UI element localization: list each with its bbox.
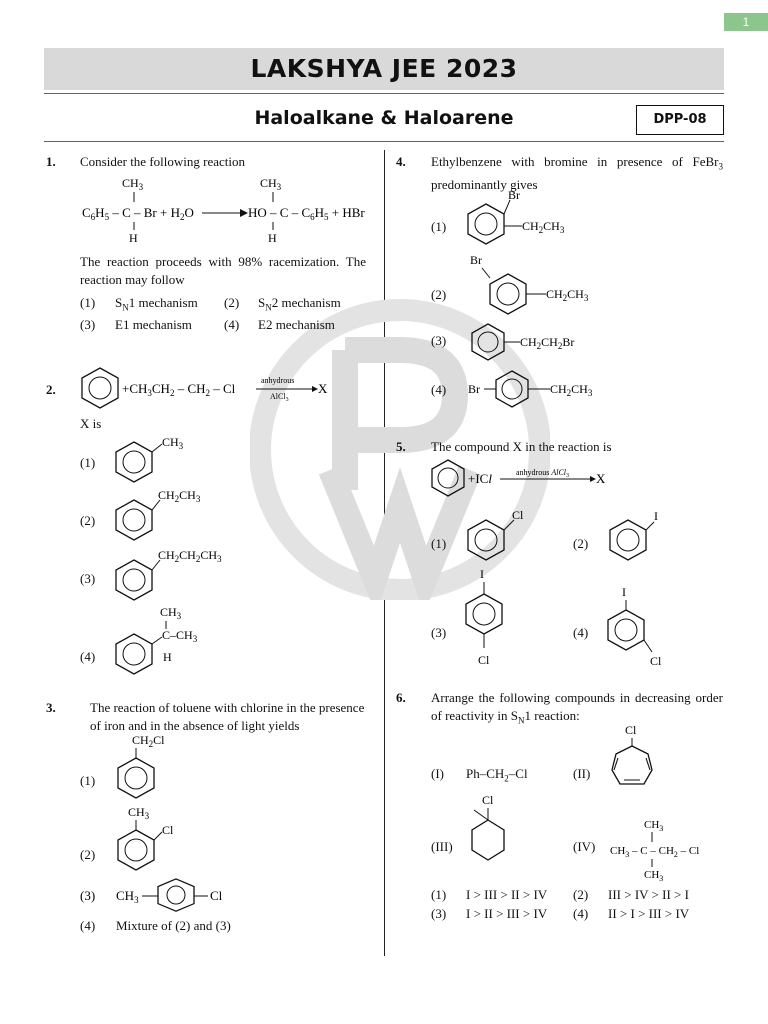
q5-option-3-structure — [464, 564, 524, 670]
svg-text:CH2CH3: $CH_2CH_3$ — [546, 287, 589, 303]
q2-option-1-structure — [112, 432, 212, 484]
q5-option-1-number: (1) — [431, 536, 447, 551]
header-divider — [44, 93, 724, 94]
svg-text:X: X — [318, 381, 328, 396]
q1-reaction-equation — [80, 172, 380, 244]
q6-compound-4-structure — [608, 814, 728, 882]
q1-stem: Consider the following reaction — [80, 154, 245, 169]
q6-stem: Arrange the following compounds in decreasing order of reactivity in $S_N1$ reaction: — [431, 690, 723, 726]
q2-option-2-structure — [112, 484, 232, 542]
dpp-badge: DPP-08 — [636, 105, 724, 135]
q5-option-4-number: (4) — [573, 625, 589, 640]
q1-option-3-text: E1 mechanism — [115, 317, 192, 332]
svg-text:Br: Br — [470, 253, 482, 267]
q3-option-4-text: Mixture of (2) and (3) — [116, 918, 231, 933]
q4-option-4-structure — [466, 369, 646, 411]
q1-option-3-number: (3) — [80, 317, 96, 332]
q2-stem: X is — [80, 416, 102, 431]
q6-option-3-text: I > II > III > IV — [466, 906, 548, 921]
q1-option-4-text: E2 mechanism — [258, 317, 335, 332]
svg-text:CH2CH3: $CH_2CH_3$ — [522, 219, 565, 235]
q2-option-4-structure — [112, 602, 232, 676]
q1-option-1-text: $S_N1$ mechanism — [115, 295, 198, 313]
svg-text:CH3: $CH_3$ — [162, 435, 184, 451]
q4-option-1-number: (1) — [431, 219, 447, 234]
q6-compound-3-structure — [460, 790, 540, 866]
svg-text:C–CH3: $C-CH_3$ — [162, 628, 198, 644]
q6-option-4-number: (4) — [573, 906, 589, 921]
svg-text:X: X — [596, 471, 606, 486]
q2-option-3-structure — [112, 544, 252, 602]
q1-note: The reaction proceeds with 98% racemization. The reaction may follow — [80, 254, 366, 287]
q6-compound-2-structure — [604, 720, 664, 792]
q4-option-3-number: (3) — [431, 333, 447, 348]
svg-text:CH2CH3: $CH_2CH_3$ — [158, 488, 201, 504]
q6-option-1-text: I > III > II > IV — [466, 887, 548, 902]
svg-text:+ICl: +ICl — [468, 471, 492, 486]
subject-divider — [44, 141, 724, 142]
q4-option-4-number: (4) — [431, 382, 447, 397]
q6-option-2-text: III > IV > II > I — [608, 887, 689, 902]
q2-option-3-number: (3) — [80, 571, 96, 586]
q6-number: 6. — [396, 690, 406, 705]
q4-stem: Ethylbenzene with bromine in presence of FeBr$_3$ predominantly gives — [431, 154, 723, 192]
q3-stem: The reaction of toluene with chlorine in the presence of iron and in the absence of light yields — [90, 700, 365, 733]
q5-stem: The compound X in the reaction is — [431, 439, 612, 454]
q4-option-1-structure — [464, 186, 604, 246]
svg-text:Br: Br — [508, 188, 520, 202]
q6-compound-3-label: Cl — [482, 793, 494, 807]
svg-text:HO – C – C6H5 + HBr: HO – C – $C_6H_5$ + HBr — [248, 205, 365, 222]
q2-reaction-equation — [78, 366, 378, 410]
svg-text:CH3: $CH_3$ — [160, 605, 182, 621]
q6-option-2-number: (2) — [573, 887, 589, 902]
svg-text:CH2CH2CH3: $CH_2CH_2CH_3$ — [158, 548, 222, 564]
q5-option-3-number: (3) — [431, 625, 447, 640]
q3-number: 3. — [46, 700, 56, 715]
svg-text:CH3 – C – CH2 – Cl: $CH_3$ – C – $CH_2$ – Cl — [610, 845, 700, 859]
q1-option-2-number: (2) — [224, 295, 240, 310]
svg-text:CH3: $CH_3$ — [116, 888, 139, 905]
q6-option-3-number: (3) — [431, 906, 447, 921]
page-number: 1 — [724, 13, 768, 31]
svg-text:Cl: Cl — [210, 888, 223, 903]
subject-title: Haloalkane & Haloarene — [254, 107, 514, 129]
q6-compound-2-number: (II) — [573, 766, 591, 781]
q3-option-1-number: (1) — [80, 773, 96, 788]
svg-text:AlCl3: AlCl$_3$ — [270, 392, 289, 403]
q6-option-4-text: II > I > III > IV — [608, 906, 690, 921]
svg-text:Cl: Cl — [512, 508, 524, 522]
svg-text:CH3: $CH_3$ — [122, 176, 144, 192]
q1-option-2-text: $S_N2$ mechanism — [258, 295, 341, 313]
page-title: LAKSHYA JEE 2023 — [44, 48, 724, 90]
q6-compound-4-number: (IV) — [573, 839, 596, 854]
svg-text:I: I — [622, 585, 626, 599]
svg-text:anhydrous: anhydrous — [261, 376, 295, 385]
svg-text:C6H5 – C – Br + H2O: $C_6H_5 - C - Br + H_2O$ — [82, 205, 194, 222]
svg-text:I: I — [480, 567, 484, 581]
q6-compound-1-number: (I) — [431, 766, 444, 781]
svg-text:CH3: $CH_3$ — [644, 819, 664, 833]
svg-text:+CH3CH2 – CH2 – Cl: $+CH_3CH_2 - CH_2 - Cl$ — [122, 381, 236, 398]
q5-reaction-equation — [428, 458, 628, 500]
q6-compound-2-label: Cl — [625, 723, 637, 737]
svg-text:Cl: Cl — [478, 653, 490, 667]
svg-text:H: H — [129, 231, 138, 244]
svg-text:CH3: $CH_3$ — [644, 869, 664, 882]
svg-text:Cl: Cl — [162, 823, 174, 837]
svg-text:I: I — [654, 509, 658, 523]
q3-option-1-structure — [112, 730, 212, 802]
svg-text:CH2Cl: $CH_2Cl$ — [132, 733, 165, 749]
q1-number: 1. — [46, 154, 56, 169]
q2-number: 2. — [46, 382, 56, 397]
svg-text:(3): (3) — [80, 888, 96, 903]
svg-text:CH2CH2Br: $CH_2CH_2Br$ — [520, 335, 575, 351]
svg-text:H: H — [163, 650, 172, 664]
q1-option-4-number: (4) — [224, 317, 240, 332]
svg-text:CH3: $CH_3$ — [128, 805, 150, 821]
svg-text:anhydrous AlCl3: anhydrous AlCl$_3$ — [516, 468, 569, 479]
q4-option-2-number: (2) — [431, 287, 447, 302]
q5-number: 5. — [396, 439, 406, 454]
q3-option-2-number: (2) — [80, 847, 96, 862]
svg-text:H: H — [268, 231, 277, 244]
svg-text:Br: Br — [468, 382, 480, 396]
q5-option-4-structure — [604, 582, 684, 670]
svg-text:Cl: Cl — [650, 654, 662, 668]
q4-number: 4. — [396, 154, 406, 169]
q1-option-1-number: (1) — [80, 295, 96, 310]
q2-option-2-number: (2) — [80, 513, 96, 528]
q3-option-4-number: (4) — [80, 918, 96, 933]
q5-option-2-structure — [606, 506, 686, 562]
q6-compound-3-number: (III) — [431, 839, 453, 854]
q6-compound-1-text: $Ph-CH_2-Cl$ — [466, 766, 528, 784]
q3-option-2-structure — [112, 802, 212, 876]
q4-option-3-structure — [466, 322, 626, 362]
q4-option-2-structure — [466, 250, 616, 318]
q2-option-4-number: (4) — [80, 649, 96, 664]
q5-option-1-structure — [464, 506, 554, 562]
svg-text:CH3: $CH_3$ — [260, 176, 282, 192]
q2-option-1-number: (1) — [80, 455, 96, 470]
q5-option-2-number: (2) — [573, 536, 589, 551]
q3-option-3-structure — [80, 878, 320, 912]
svg-text:CH2CH3: $CH_2CH_3$ — [550, 382, 593, 398]
q6-option-1-number: (1) — [431, 887, 447, 902]
